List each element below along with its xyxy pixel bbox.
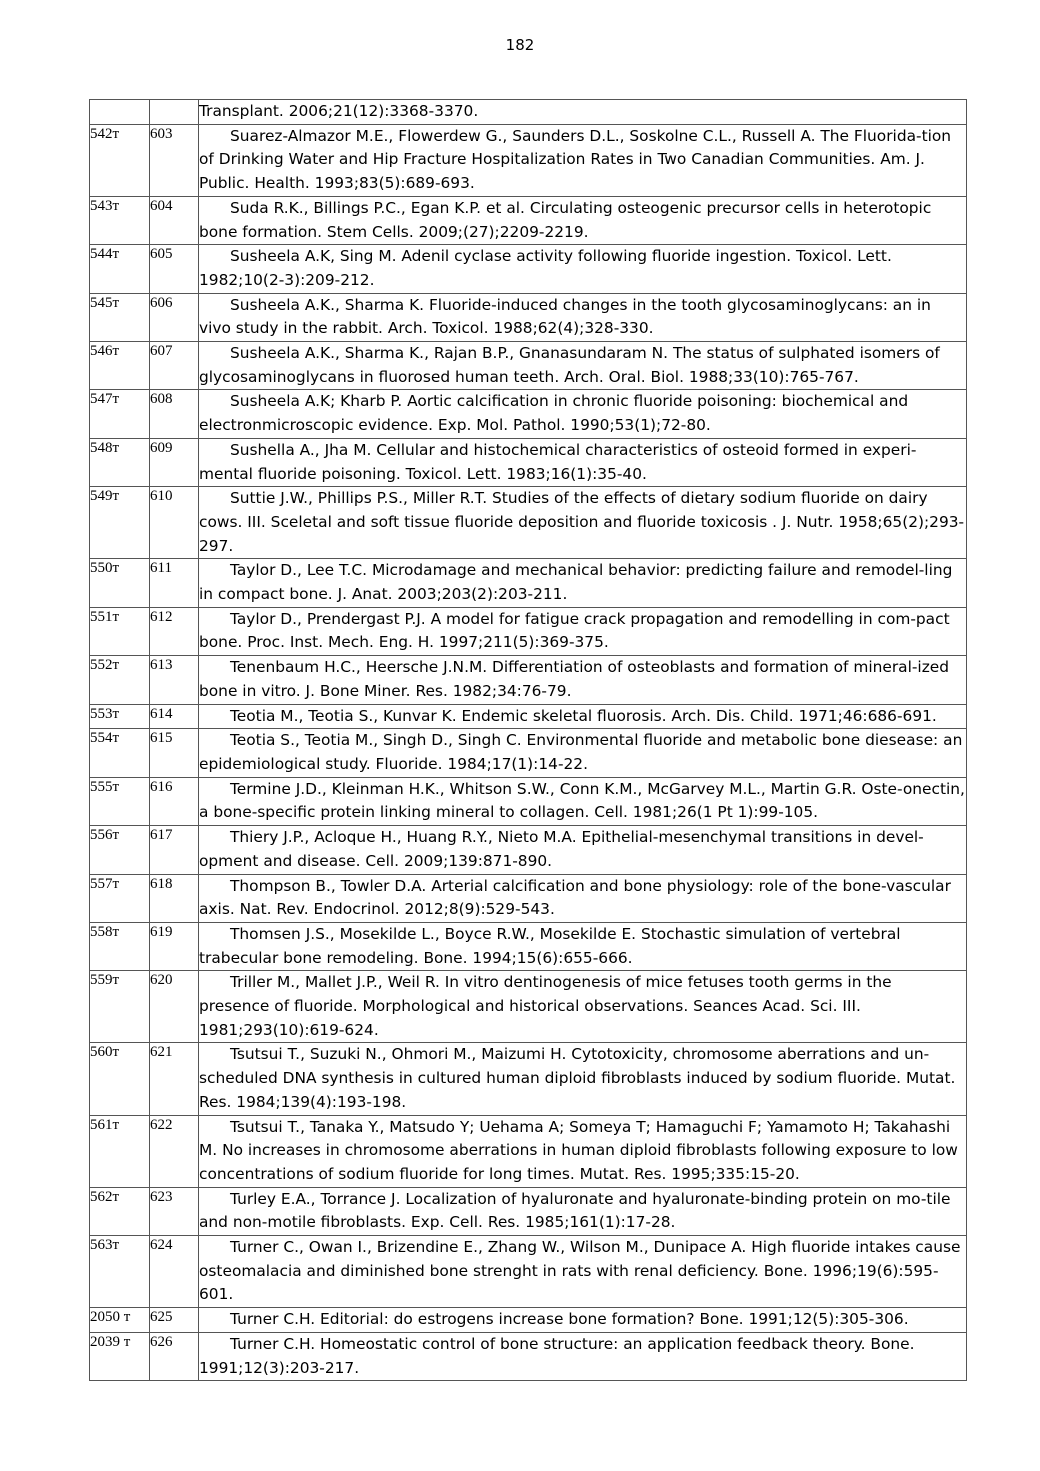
- reference-id: 561т: [90, 1115, 150, 1187]
- reference-row: [90, 1115, 967, 1187]
- reference-text: Triller M., Mallet J.P., Weil R. In vitro dentinogenesis of mice fetuses tooth germs in the presence of fluoride. Morphological and historical observations. Seances Acad. Sci. III. 1981;293(10):619-624.: [199, 973, 892, 1039]
- reference-id: 560т: [90, 1043, 150, 1115]
- reference-row: [90, 196, 967, 244]
- reference-text: Teotia M., Teotia S., Kunvar K. Endemic skeletal fluorosis. Arch. Dis. Child. 1971;46:686-691.: [230, 706, 937, 725]
- reference-text: Tenenbaum H.C., Heersche J.N.M. Differentiation of osteoblasts and formation of mineral-ized bone in vitro. J. Bone Miner. Res. 1982;34:76-79.: [199, 658, 950, 700]
- reference-row: [90, 826, 967, 874]
- reference-cell: [199, 922, 967, 970]
- reference-row: [90, 656, 967, 704]
- reference-cell: [199, 245, 967, 293]
- reference-number: 608: [150, 390, 199, 438]
- reference-id: 2039 т: [90, 1332, 150, 1380]
- reference-cell: [199, 874, 967, 922]
- reference-cell: [199, 390, 967, 438]
- continuation-row: [90, 100, 967, 125]
- reference-text: Turner C.H. Editorial: do estrogens increase bone formation? Bone. 1991;12(5):305-306.: [230, 1310, 909, 1329]
- reference-number: 615: [150, 729, 199, 777]
- reference-id: 551т: [90, 607, 150, 655]
- reference-text: Suarez-Almazor M.E., Flowerdew G., Saunders D.L., Soskolne C.L., Russell A. The Fluorida-tion of Drinking Water and Hip Fracture Hospitalization Rates in Two Canadian Communities. Am. J. Public. Health. 1993;83(5):689-693.: [199, 126, 952, 193]
- reference-number: 617: [150, 826, 199, 874]
- reference-text: Suda R.K., Billings P.C., Egan K.P. et al. Circulating osteogenic precursor cells in heterotopic bone formation. Stem Cells. 2009;(27);2209-2219.: [199, 198, 932, 241]
- reference-text: Thiery J.P., Acloque H., Huang R.Y., Nieto M.A. Epithelial-mesenchymal transitions in devel-opment and disease. Cell. 2009;139:871-890.: [199, 828, 924, 870]
- reference-id: 559т: [90, 971, 150, 1043]
- reference-text: Thomsen J.S., Mosekilde L., Boyce R.W., Mosekilde E. Stochastic simulation of vertebral trabecular bone remodeling. Bone. 1994;15(6):655-666.: [199, 924, 901, 967]
- reference-row: [90, 293, 967, 341]
- reference-number: 626: [150, 1332, 199, 1380]
- reference-text: Teotia S., Teotia M., Singh D., Singh C. Environmental fluoride and metabolic bone diesease: an epidemiological study. Fluoride. 1984;17(1):14-22.: [199, 731, 963, 773]
- reference-number: 612: [150, 607, 199, 655]
- reference-cell: [199, 1187, 967, 1235]
- reference-text: Tsutsui T., Tanaka Y., Matsudo Y; Uehama A; Someya T; Hamaguchi F; Yamamoto H; Takahashi M. No increases in chromosome aberrations in human diploid fibroblasts following exposure to low concentrations of sodium fluoride for long times. Mutat. Res. 1995;335:15-20.: [199, 1117, 958, 1183]
- reference-row: [90, 438, 967, 486]
- reference-table-body: [90, 100, 967, 1381]
- reference-number: 605: [150, 245, 199, 293]
- reference-cell: [199, 729, 967, 777]
- reference-cell: [199, 1332, 967, 1380]
- continuation-text: Transplant. 2006;21(12):3368-3370.: [199, 102, 479, 120]
- reference-row: [90, 487, 967, 559]
- reference-cell: [199, 342, 967, 390]
- reference-number: 607: [150, 342, 199, 390]
- reference-cell: [199, 293, 967, 341]
- reference-number: 611: [150, 559, 199, 607]
- reference-row: [90, 1187, 967, 1235]
- reference-cell: [199, 1043, 967, 1115]
- reference-number: 622: [150, 1115, 199, 1187]
- reference-row: [90, 729, 967, 777]
- reference-row: [90, 704, 967, 729]
- reference-cell: [199, 704, 967, 729]
- reference-cell: [199, 971, 967, 1043]
- reference-cell: [199, 656, 967, 704]
- reference-id: 558т: [90, 922, 150, 970]
- reference-id: 543т: [90, 196, 150, 244]
- reference-row: [90, 390, 967, 438]
- reference-id: 542т: [90, 124, 150, 196]
- reference-row: [90, 607, 967, 655]
- reference-row: [90, 971, 967, 1043]
- reference-number: 621: [150, 1043, 199, 1115]
- reference-cell: [199, 607, 967, 655]
- reference-id: 552т: [90, 656, 150, 704]
- reference-text: Taylor D., Lee T.C. Microdamage and mechanical behavior: predicting failure and remodel-ling in compact bone. J. Anat. 2003;203(2):203-211.: [199, 561, 953, 604]
- reference-id: 556т: [90, 826, 150, 874]
- reference-id: 555т: [90, 777, 150, 825]
- reference-number: 614: [150, 704, 199, 729]
- reference-text: Suttie J.W., Phillips P.S., Miller R.T. Studies of the effects of dietary sodium fluoride on dairy cows. III. Sceletal and soft tissue fluoride deposition and fluoride toxicosis . J. Nutr. 1958;65(2);293-297.: [199, 489, 965, 555]
- reference-row: [90, 342, 967, 390]
- reference-row: [90, 1308, 967, 1333]
- reference-cell: [199, 1115, 967, 1187]
- reference-table: [89, 99, 967, 1381]
- reference-text: Susheela A.K; Kharb P. Aortic calcification in chronic fluoride poisoning: biochemical and electronmicroscopic evidence. Exp. Mol. Pathol. 1990;53(1);72-80.: [199, 392, 909, 435]
- reference-row: [90, 559, 967, 607]
- reference-number: 613: [150, 656, 199, 704]
- reference-text: Termine J.D., Kleinman H.K., Whitson S.W., Conn K.M., McGarvey M.L., Martin G.R. Oste-onectin, a bone-specific protein linking mineral to collagen. Cell. 1981;26(1 Pt 1):99-105.: [199, 779, 965, 822]
- reference-number: 620: [150, 971, 199, 1043]
- reference-number: 623: [150, 1187, 199, 1235]
- reference-number: 603: [150, 124, 199, 196]
- reference-row: [90, 245, 967, 293]
- reference-number: 606: [150, 293, 199, 341]
- reference-id: 2050 т: [90, 1308, 150, 1333]
- reference-id: 546т: [90, 342, 150, 390]
- reference-number: 625: [150, 1308, 199, 1333]
- reference-number: 610: [150, 487, 199, 559]
- reference-cell: [199, 1236, 967, 1308]
- reference-number: 619: [150, 922, 199, 970]
- reference-text: Turner C.H. Homeostatic control of bone structure: an application feedback theory. Bone. 1991;12(3):203-217.: [199, 1334, 915, 1377]
- reference-id: 548т: [90, 438, 150, 486]
- reference-text: Tsutsui T., Suzuki N., Ohmori M., Maizumi H. Cytotoxicity, chromosome aberrations and un-scheduled DNA synthesis in cultured human diploid fibroblasts induced by sodium fluoride. Mutat. Res. 1984;139(4):193-198.: [199, 1045, 956, 1111]
- id-cell: [90, 100, 150, 125]
- reference-row: [90, 124, 967, 196]
- reference-id: 550т: [90, 559, 150, 607]
- reference-cell: [199, 777, 967, 825]
- reference-cell: [199, 100, 967, 125]
- reference-text: Susheela A.K., Sharma K., Rajan B.P., Gnanasundaram N. The status of sulphated isomers of glycosaminoglycans in fluorosed human teeth. Arch. Oral. Biol. 1988;33(10):765-767.: [199, 344, 940, 386]
- reference-number: 624: [150, 1236, 199, 1308]
- reference-id: 554т: [90, 729, 150, 777]
- reference-text: Thompson B., Towler D.A. Arterial calcification and bone physiology: role of the bone-vascular axis. Nat. Rev. Endocrinol. 2012;8(9):529-543.: [199, 876, 951, 919]
- reference-cell: [199, 438, 967, 486]
- reference-id: 545т: [90, 293, 150, 341]
- reference-cell: [199, 487, 967, 559]
- reference-text: Taylor D., Prendergast P.J. A model for fatigue crack propagation and remodelling in com-pact bone. Proc. Inst. Mech. Eng. H. 1997;211(5):369-375.: [199, 609, 950, 652]
- number-cell: [150, 100, 199, 125]
- reference-cell: [199, 559, 967, 607]
- reference-text: Turley E.A., Torrance J. Localization of hyaluronate and hyaluronate-binding protein on mo-tile and non-motile fibroblasts. Exp. Cell. Res. 1985;161(1):17-28.: [199, 1189, 951, 1232]
- reference-row: [90, 1236, 967, 1308]
- page-number: 182: [505, 36, 535, 54]
- reference-text: Susheela A.K, Sing M. Adenil cyclase activity following fluoride ingestion. Toxicol. Lett. 1982;10(2-3):209-212.: [199, 247, 892, 289]
- reference-row: [90, 1332, 967, 1380]
- reference-number: 616: [150, 777, 199, 825]
- reference-number: 604: [150, 196, 199, 244]
- reference-cell: [199, 124, 967, 196]
- reference-id: 547т: [90, 390, 150, 438]
- reference-text: Turner C., Owan I., Brizendine E., Zhang W., Wilson M., Dunipace A. High fluoride intakes cause osteomalacia and diminished bone strenght in rats with renal deficiency. Bone. 1996;19(6):595-601.: [199, 1238, 961, 1304]
- reference-row: [90, 874, 967, 922]
- reference-row: [90, 922, 967, 970]
- reference-id: 557т: [90, 874, 150, 922]
- reference-row: [90, 777, 967, 825]
- reference-row: [90, 1043, 967, 1115]
- reference-number: 609: [150, 438, 199, 486]
- reference-cell: [199, 196, 967, 244]
- reference-cell: [199, 826, 967, 874]
- reference-id: 563т: [90, 1236, 150, 1308]
- reference-text: Susheela A.K., Sharma K. Fluoride-induced changes in the tooth glycosaminoglycans: an in vivo study in the rabbit. Arch. Toxicol. 1988;62(4);328-330.: [199, 295, 931, 338]
- reference-id: 544т: [90, 245, 150, 293]
- reference-id: 562т: [90, 1187, 150, 1235]
- reference-cell: [199, 1308, 967, 1333]
- reference-text: Sushella A., Jha M. Cellular and histochemical characteristics of osteoid formed in experi-mental fluoride poisoning. Toxicol. Lett. 1983;16(1):35-40.: [199, 440, 917, 483]
- reference-id: 553т: [90, 704, 150, 729]
- reference-number: 618: [150, 874, 199, 922]
- reference-id: 549т: [90, 487, 150, 559]
